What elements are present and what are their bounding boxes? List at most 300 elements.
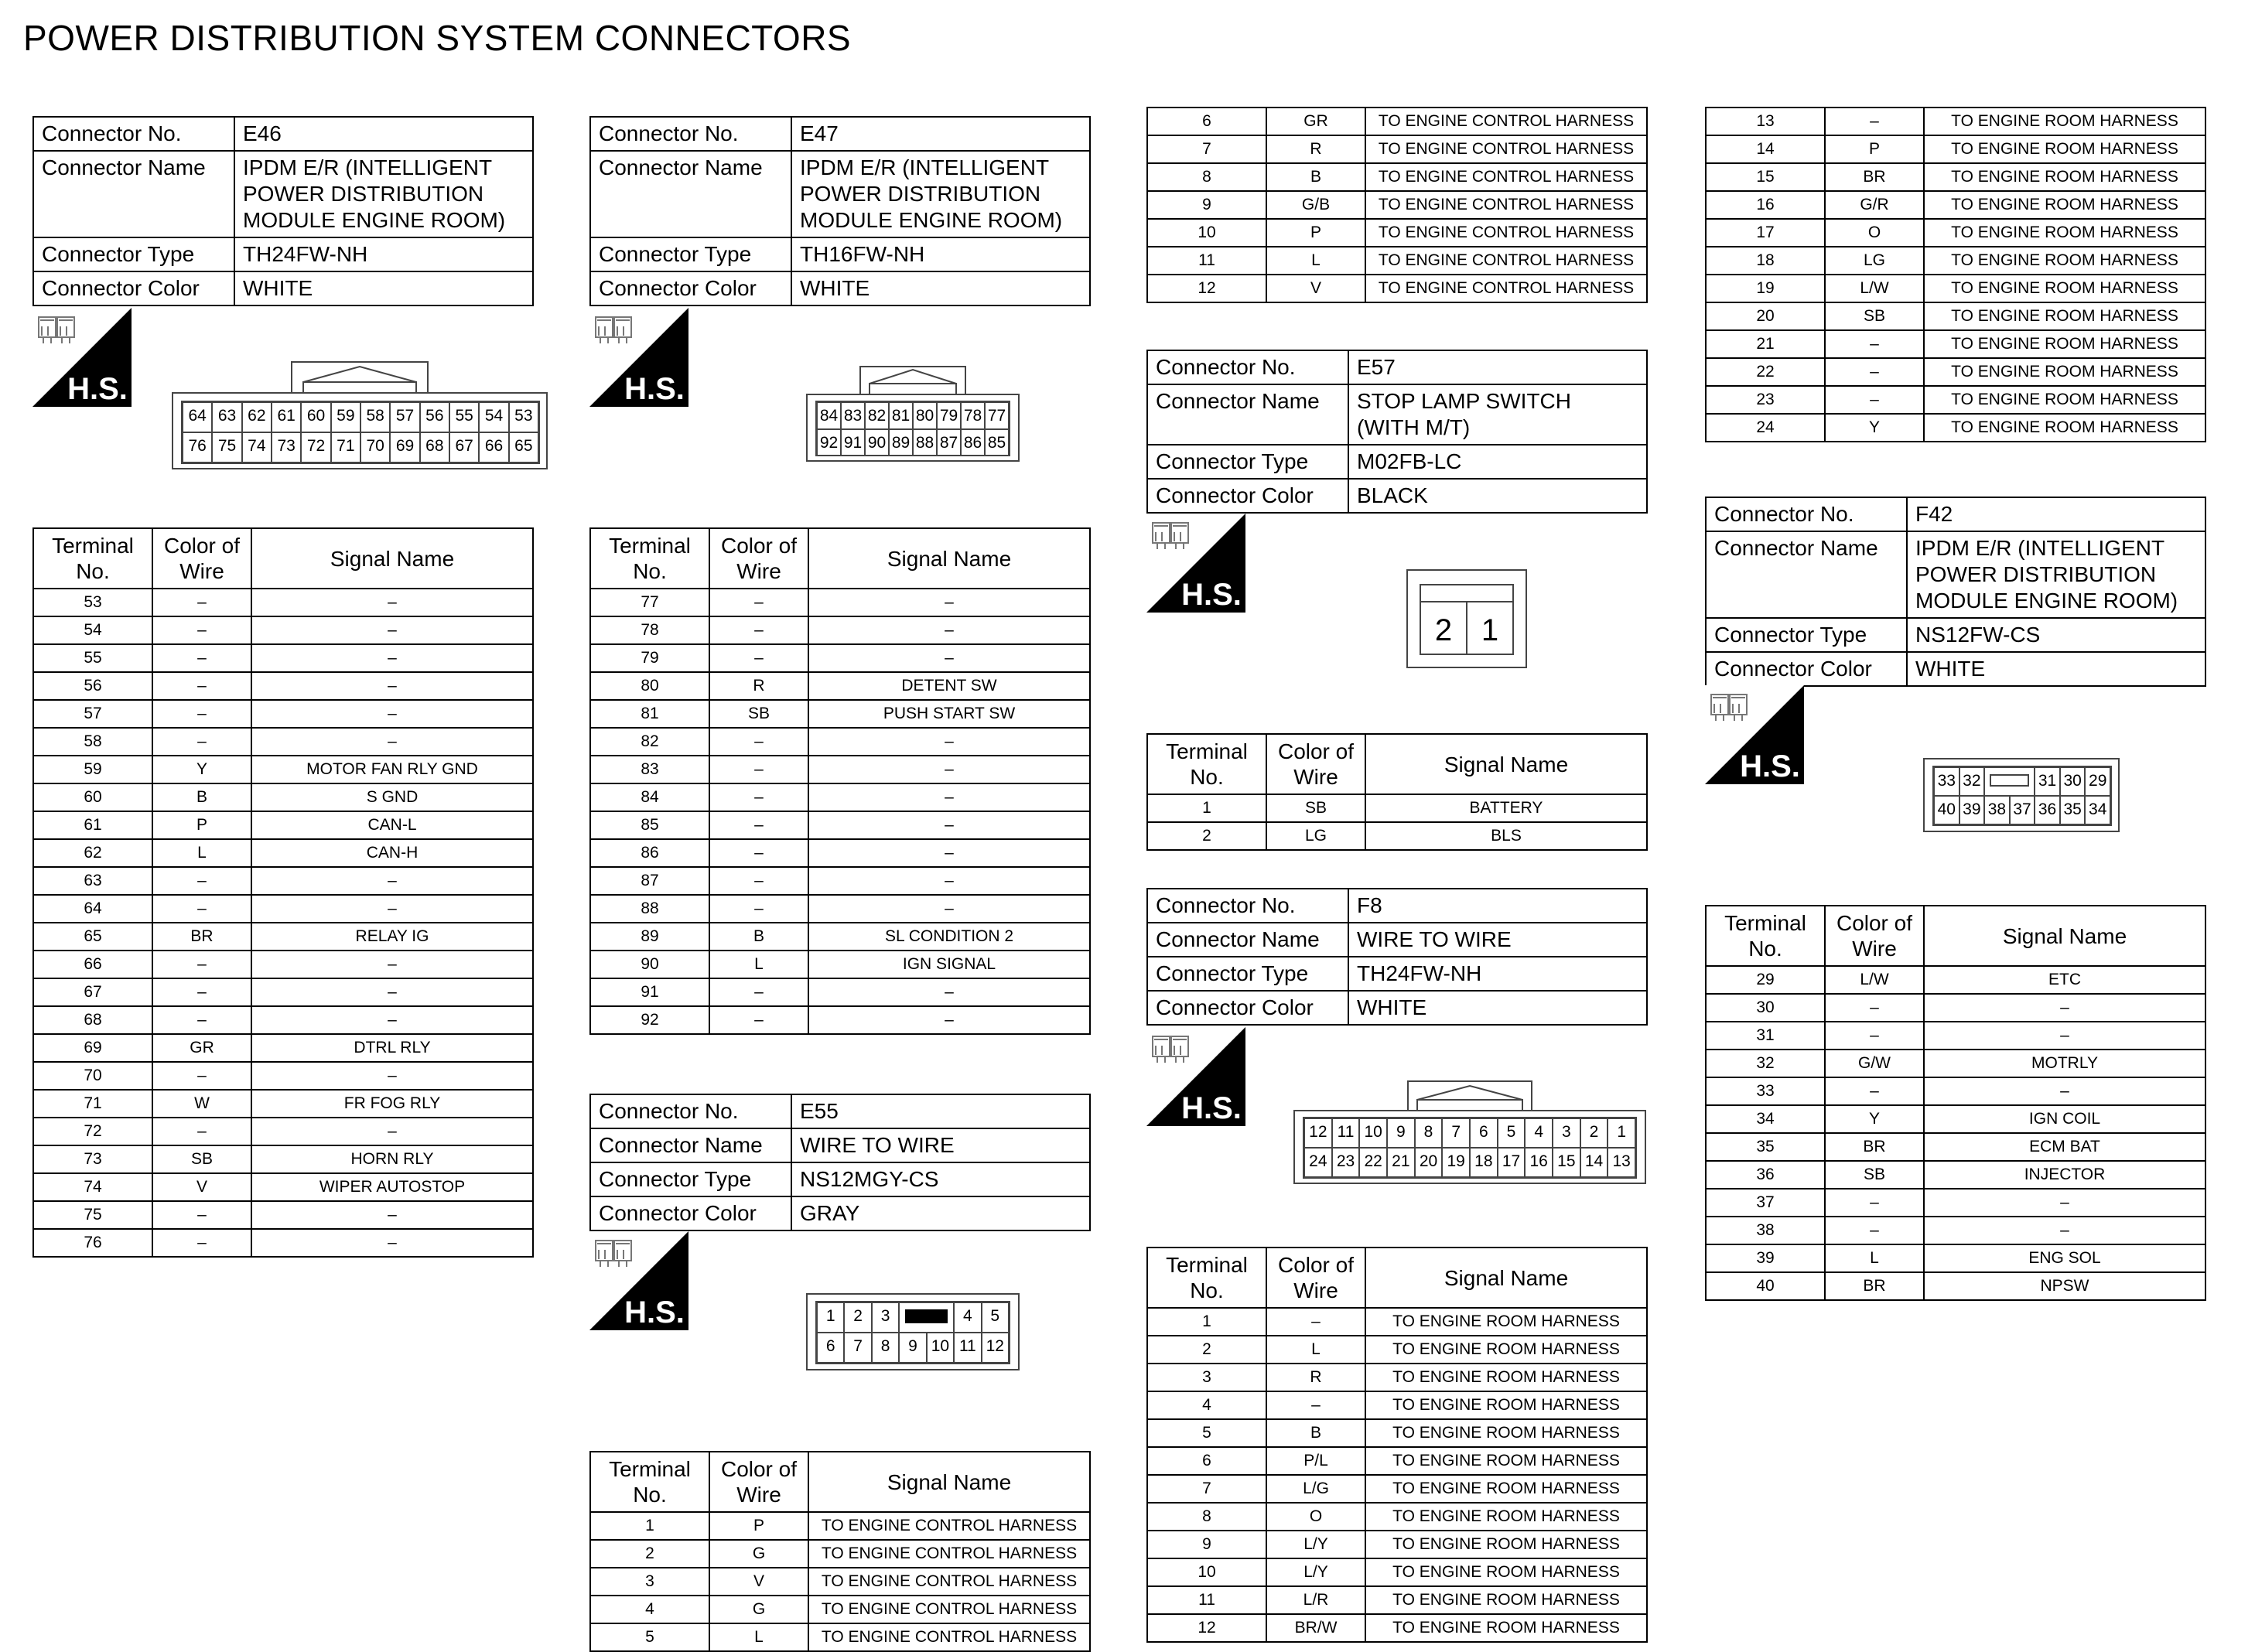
table-row (590, 1540, 1090, 1568)
signal-name-cell: SL CONDITION 2 (808, 923, 1090, 951)
wire-color-cell: P (1266, 219, 1365, 247)
terminal-no-cell: 5 (590, 1623, 709, 1651)
terminal-no-cell: 59 (33, 756, 152, 783)
pin-label: 9 (899, 1333, 926, 1363)
wire-color-cell: – (152, 867, 251, 895)
connector-name-label: Connector Name (590, 1128, 791, 1162)
table-row (590, 672, 1090, 700)
wire-color-cell: – (709, 895, 808, 923)
terminal-no-header: Terminal No. (33, 528, 152, 589)
pin-label: 74 (242, 432, 272, 462)
signal-name-cell: ECM BAT (1924, 1133, 2205, 1161)
pin-label: 53 (509, 402, 538, 432)
connector-e55-continued (1146, 107, 1648, 303)
hs-label: H.S. (1181, 578, 1242, 612)
pin-label: 1 (1608, 1118, 1635, 1148)
connector-type-label: Connector Type (1706, 618, 1907, 652)
harness-side-icon (1705, 685, 1804, 784)
connector-e57 (1146, 350, 1648, 514)
pin-label: 1 (817, 1302, 844, 1333)
terminal-no-cell: 14 (1706, 135, 1825, 163)
harness-side-icon (32, 308, 132, 407)
pin-label: 22 (1359, 1148, 1387, 1177)
terminal-no-cell: 20 (1706, 302, 1825, 330)
pin-label: 83 (841, 402, 865, 429)
hs-label: H.S. (1181, 1091, 1242, 1125)
connector-no-value: E47 (791, 117, 1090, 151)
signal-name-cell: TO ENGINE ROOM HARNESS (1924, 191, 2205, 219)
wire-color-header: Color of Wire (1266, 734, 1365, 794)
terminal-no-cell: 92 (590, 1006, 709, 1034)
terminal-no-cell: 72 (33, 1118, 152, 1145)
table-row (1706, 302, 2205, 330)
terminal-no-cell: 1 (1147, 794, 1266, 822)
terminal-table (1146, 107, 1648, 303)
wire-color-cell: L (152, 839, 251, 867)
pin-label: 18 (1470, 1148, 1498, 1177)
connector-info-table (1146, 888, 1648, 1026)
table-row (33, 1201, 533, 1229)
terminal-no-cell: 90 (590, 951, 709, 978)
table-row (1706, 275, 2205, 302)
signal-name-cell: DTRL RLY (251, 1034, 533, 1062)
wire-color-cell: – (1825, 1022, 1924, 1050)
wire-color-cell: BR (1825, 1133, 1924, 1161)
wire-color-cell: B (709, 923, 808, 951)
pin-label: 11 (1332, 1118, 1360, 1148)
terminal-no-cell: 3 (1147, 1364, 1266, 1391)
table-row (1706, 414, 2205, 442)
signal-name-header: Signal Name (808, 1452, 1090, 1512)
connector-no-value: F8 (1348, 889, 1647, 923)
terminal-no-cell: 4 (590, 1596, 709, 1623)
pin-label: 32 (1959, 767, 1985, 796)
table-row (1147, 135, 1647, 163)
pin-label: 6 (1470, 1118, 1498, 1148)
signal-name-cell: TO ENGINE CONTROL HARNESS (808, 1596, 1090, 1623)
pin-label: 37 (2010, 796, 2035, 824)
pin-label: 12 (982, 1333, 1009, 1363)
terminal-table (32, 527, 534, 1258)
terminal-no-cell: 80 (590, 672, 709, 700)
terminal-no-cell: 11 (1147, 247, 1266, 275)
pin-label: 65 (509, 432, 538, 462)
signal-name-cell: – (1924, 1022, 2205, 1050)
terminal-no-cell: 71 (33, 1090, 152, 1118)
terminal-no-cell: 40 (1706, 1272, 1825, 1300)
table-row (33, 978, 533, 1006)
pin-label: 70 (360, 432, 390, 462)
terminal-no-cell: 19 (1706, 275, 1825, 302)
signal-name-cell: – (808, 589, 1090, 616)
signal-name-cell: TO ENGINE CONTROL HARNESS (1365, 163, 1647, 191)
connector-color-value: WHITE (234, 271, 533, 305)
table-row (590, 1006, 1090, 1034)
pin-label: 68 (420, 432, 449, 462)
terminal-table-f42 (1705, 905, 2206, 1301)
pin-label: 76 (183, 432, 212, 462)
terminal-no-cell: 7 (1147, 1475, 1266, 1503)
wire-color-cell: SB (152, 1145, 251, 1173)
table-row (1706, 135, 2205, 163)
wire-color-header: Color of Wire (709, 528, 808, 589)
wire-color-cell: L (1266, 1336, 1365, 1364)
pin-label: 1 (1481, 613, 1499, 647)
table-row (1147, 1308, 1647, 1336)
wire-color-cell: – (1825, 358, 1924, 386)
terminal-no-cell: 53 (33, 589, 152, 616)
table-row (33, 589, 533, 616)
signal-name-cell: HORN RLY (251, 1145, 533, 1173)
signal-name-cell: TO ENGINE CONTROL HARNESS (808, 1568, 1090, 1596)
terminal-no-cell: 30 (1706, 994, 1825, 1022)
hs-badge-graphic (1146, 514, 1245, 613)
connector-color-label: Connector Color (1147, 991, 1348, 1025)
connector-face-e46 (172, 360, 548, 470)
terminal-no-header: Terminal No. (1147, 1248, 1266, 1308)
pin-label: 79 (937, 402, 961, 429)
wire-color-cell: L/G (1266, 1475, 1365, 1503)
wire-color-cell: L (1266, 247, 1365, 275)
table-row (33, 644, 533, 672)
wire-color-cell: – (1825, 330, 1924, 358)
keyway-slot (1984, 767, 2035, 796)
table-row (590, 700, 1090, 728)
table-row (1147, 108, 1647, 135)
table-row (33, 756, 533, 783)
connector-info-table (1705, 497, 2206, 687)
signal-name-cell: – (251, 672, 533, 700)
table-row (1706, 163, 2205, 191)
table-row (590, 923, 1090, 951)
table-row (1706, 1189, 2205, 1217)
signal-name-cell: FR FOG RLY (251, 1090, 533, 1118)
signal-name-cell: TO ENGINE ROOM HARNESS (1924, 358, 2205, 386)
table-row (1706, 358, 2205, 386)
pin-label: 7 (844, 1333, 871, 1363)
signal-name-cell: TO ENGINE ROOM HARNESS (1365, 1419, 1647, 1447)
table-row (1706, 1050, 2205, 1077)
terminal-no-cell: 66 (33, 951, 152, 978)
pin-label: 33 (1934, 767, 1959, 796)
pin-label: 73 (272, 432, 301, 462)
wire-color-cell: SB (709, 700, 808, 728)
connector-f8 (1146, 888, 1648, 1026)
connector-color-value: GRAY (791, 1196, 1090, 1230)
terminal-no-header: Terminal No. (590, 528, 709, 589)
table-row (1706, 1217, 2205, 1244)
table-row (33, 1173, 533, 1201)
signal-name-cell: – (251, 1006, 533, 1034)
connector-no-label: Connector No. (1147, 889, 1348, 923)
signal-name-cell: – (808, 783, 1090, 811)
wire-color-cell: SB (1825, 302, 1924, 330)
terminal-no-cell: 65 (33, 923, 152, 951)
wire-color-cell: P (152, 811, 251, 839)
wire-color-cell: G/W (1825, 1050, 1924, 1077)
signal-name-cell: – (251, 1118, 533, 1145)
terminal-no-cell: 73 (33, 1145, 152, 1173)
signal-name-cell: – (808, 1006, 1090, 1034)
table-row (1147, 1419, 1647, 1447)
terminal-no-cell: 81 (590, 700, 709, 728)
pin-label: 29 (2085, 767, 2110, 796)
hs-label: H.S. (67, 372, 128, 406)
pin-label: 88 (913, 429, 937, 456)
table-row (1147, 1558, 1647, 1586)
wire-color-cell: – (1825, 1077, 1924, 1105)
table-row (590, 783, 1090, 811)
terminal-table (1705, 107, 2206, 442)
table-row (590, 1596, 1090, 1623)
terminal-no-cell: 31 (1706, 1022, 1825, 1050)
wire-color-cell: Y (1825, 414, 1924, 442)
signal-name-cell: TO ENGINE ROOM HARNESS (1924, 108, 2205, 135)
table-row (33, 672, 533, 700)
terminal-no-cell: 39 (1706, 1244, 1825, 1272)
terminal-no-cell: 23 (1706, 386, 1825, 414)
wire-color-header: Color of Wire (1825, 906, 1924, 966)
hs-badge-graphic (589, 308, 688, 407)
table-row (590, 644, 1090, 672)
terminal-table-f8 (1146, 1247, 1648, 1643)
wire-color-cell: SB (1266, 794, 1365, 822)
connector-info-table (32, 116, 534, 306)
wire-color-cell: G (709, 1596, 808, 1623)
wire-color-cell: L/W (1825, 966, 1924, 994)
table-row (590, 616, 1090, 644)
wire-color-cell: R (709, 672, 808, 700)
connector-color-value: WHITE (791, 271, 1090, 305)
pin-label: 55 (449, 402, 479, 432)
signal-name-cell: – (1924, 1189, 2205, 1217)
table-row (1147, 1614, 1647, 1642)
connector-type-label: Connector Type (590, 237, 791, 271)
table-row (590, 1512, 1090, 1540)
pin-label: 59 (331, 402, 360, 432)
table-row (590, 756, 1090, 783)
table-row (1706, 191, 2205, 219)
signal-name-cell: – (251, 616, 533, 644)
terminal-no-cell: 3 (590, 1568, 709, 1596)
pin-label: 14 (1580, 1148, 1608, 1177)
signal-name-cell: WIPER AUTOSTOP (251, 1173, 533, 1201)
connector-color-label: Connector Color (590, 271, 791, 305)
wire-color-cell: – (152, 1229, 251, 1257)
terminal-no-cell: 7 (1147, 135, 1266, 163)
terminal-table-e57 (1146, 733, 1648, 851)
terminal-no-cell: 13 (1706, 108, 1825, 135)
pin-label: 2 (1434, 613, 1453, 647)
signal-name-cell: – (1924, 1077, 2205, 1105)
connector-type-label: Connector Type (1147, 445, 1348, 479)
wire-color-cell: Y (152, 756, 251, 783)
signal-name-cell: – (251, 1062, 533, 1090)
pin-label: 4 (1525, 1118, 1553, 1148)
terminal-no-header: Terminal No. (1147, 734, 1266, 794)
table-row (1706, 994, 2205, 1022)
signal-name-cell: TO ENGINE ROOM HARNESS (1365, 1308, 1647, 1336)
table-row (590, 951, 1090, 978)
signal-name-cell: – (251, 951, 533, 978)
pin-label: 91 (841, 429, 865, 456)
signal-name-cell: INJECTOR (1924, 1161, 2205, 1189)
table-row (590, 867, 1090, 895)
wire-color-cell: – (152, 616, 251, 644)
pin-label: 2 (1580, 1118, 1608, 1148)
terminal-no-cell: 5 (1147, 1419, 1266, 1447)
pin-label: 5 (982, 1302, 1009, 1333)
wire-color-cell: GR (1266, 108, 1365, 135)
connector-name-value: IPDM E/R (INTELLIGENT POWER DISTRIBUTION MODULE ENGINE ROOM) (234, 151, 533, 237)
connector-color-label: Connector Color (1706, 652, 1907, 686)
pin-label: 58 (360, 402, 390, 432)
terminal-no-cell: 79 (590, 644, 709, 672)
wire-color-cell: LG (1266, 822, 1365, 850)
terminal-no-cell: 68 (33, 1006, 152, 1034)
signal-name-cell: IGN COIL (1924, 1105, 2205, 1133)
signal-name-cell: RELAY IG (251, 923, 533, 951)
signal-name-cell: TO ENGINE ROOM HARNESS (1924, 302, 2205, 330)
connector-type-label: Connector Type (590, 1162, 791, 1196)
terminal-no-cell: 55 (33, 644, 152, 672)
hs-badge-graphic (32, 308, 132, 407)
wire-color-cell: – (152, 1201, 251, 1229)
pin-label: 6 (817, 1333, 844, 1363)
terminal-table (1705, 905, 2206, 1301)
pin-grid (1303, 1117, 1637, 1179)
signal-name-cell: ENG SOL (1924, 1244, 2205, 1272)
wire-color-cell: – (152, 672, 251, 700)
wire-color-cell: – (709, 589, 808, 616)
connector-name-label: Connector Name (590, 151, 791, 237)
pin-label: 17 (1498, 1148, 1526, 1177)
signal-name-cell: TO ENGINE ROOM HARNESS (1365, 1391, 1647, 1419)
terminal-table-e55 (589, 1451, 1091, 1652)
pin-label: 21 (1387, 1148, 1415, 1177)
terminal-no-cell: 34 (1706, 1105, 1825, 1133)
wire-color-cell: – (152, 1062, 251, 1090)
wire-color-cell: – (152, 951, 251, 978)
signal-name-cell: PUSH START SW (808, 700, 1090, 728)
terminal-no-cell: 75 (33, 1201, 152, 1229)
wire-color-cell: G (709, 1540, 808, 1568)
wire-color-cell: – (709, 811, 808, 839)
wire-color-cell: – (1266, 1391, 1365, 1419)
table-row (33, 951, 533, 978)
connector-type-value: NS12MGY-CS (791, 1162, 1090, 1196)
wire-color-cell: P/L (1266, 1447, 1365, 1475)
pin-label: 23 (1332, 1148, 1360, 1177)
terminal-no-cell: 12 (1147, 1614, 1266, 1642)
pin-label: 40 (1934, 796, 1959, 824)
connector-no-label: Connector No. (1706, 497, 1907, 531)
wire-color-cell: BR (152, 923, 251, 951)
terminal-no-cell: 2 (1147, 1336, 1266, 1364)
connector-type-value: TH24FW-NH (234, 237, 533, 271)
hs-label: H.S. (1740, 749, 1800, 783)
table-row (33, 1145, 533, 1173)
signal-name-cell: – (1924, 994, 2205, 1022)
signal-name-cell: S GND (251, 783, 533, 811)
wire-color-cell: SB (1825, 1161, 1924, 1189)
connector-color-value: WHITE (1348, 991, 1647, 1025)
connector-name-value: IPDM E/R (INTELLIGENT POWER DISTRIBUTION MODULE ENGINE ROOM) (1907, 531, 2205, 618)
table-row (1147, 1364, 1647, 1391)
wire-color-cell: – (152, 589, 251, 616)
wire-color-header: Color of Wire (709, 1452, 808, 1512)
pin-label: 89 (889, 429, 913, 456)
terminal-no-cell: 83 (590, 756, 709, 783)
wire-color-cell: – (152, 700, 251, 728)
pin-label: 20 (1415, 1148, 1443, 1177)
terminal-no-cell: 29 (1706, 966, 1825, 994)
terminal-no-cell: 84 (590, 783, 709, 811)
wire-color-cell: G/R (1825, 191, 1924, 219)
pin-grid (181, 401, 540, 464)
terminal-no-cell: 6 (1147, 108, 1266, 135)
terminal-no-cell: 35 (1706, 1133, 1825, 1161)
connector-no-label: Connector No. (1147, 350, 1348, 384)
pin-label: 80 (913, 402, 937, 429)
keyway-fill (1990, 774, 2029, 787)
terminal-no-cell: 88 (590, 895, 709, 923)
terminal-no-cell: 58 (33, 728, 152, 756)
signal-name-cell: – (251, 700, 533, 728)
pin-label: 10 (927, 1333, 954, 1363)
pin-label: 90 (865, 429, 889, 456)
pin-label: 66 (479, 432, 508, 462)
pin-label: 12 (1304, 1118, 1332, 1148)
terminal-no-cell: 77 (590, 589, 709, 616)
signal-name-cell: ETC (1924, 966, 2205, 994)
wire-color-cell: L/W (1825, 275, 1924, 302)
signal-name-cell: MOTOR FAN RLY GND (251, 756, 533, 783)
table-row (33, 867, 533, 895)
terminal-no-cell: 76 (33, 1229, 152, 1257)
signal-name-cell: – (808, 867, 1090, 895)
connector-e47 (589, 116, 1091, 306)
terminal-no-cell: 36 (1706, 1161, 1825, 1189)
wire-color-cell: G/B (1266, 191, 1365, 219)
wire-color-cell: O (1825, 219, 1924, 247)
signal-name-cell: TO ENGINE ROOM HARNESS (1365, 1447, 1647, 1475)
pin-label: 38 (1984, 796, 2010, 824)
pin-label: 62 (242, 402, 272, 432)
connector-no-value: E57 (1348, 350, 1647, 384)
pin-label: 9 (1387, 1118, 1415, 1148)
connector-e55 (589, 1094, 1091, 1231)
wire-color-cell: – (709, 728, 808, 756)
signal-name-cell: CAN-L (251, 811, 533, 839)
table-row (33, 1062, 533, 1090)
signal-name-cell: – (251, 867, 533, 895)
signal-name-cell: TO ENGINE ROOM HARNESS (1924, 219, 2205, 247)
signal-name-cell: TO ENGINE ROOM HARNESS (1924, 135, 2205, 163)
signal-name-header: Signal Name (808, 528, 1090, 589)
terminal-no-cell: 57 (33, 700, 152, 728)
wire-color-header: Color of Wire (152, 528, 251, 589)
terminal-no-cell: 64 (33, 895, 152, 923)
signal-name-cell: TO ENGINE ROOM HARNESS (1924, 247, 2205, 275)
signal-name-cell: TO ENGINE ROOM HARNESS (1924, 330, 2205, 358)
table-row (33, 728, 533, 756)
signal-name-cell: TO ENGINE ROOM HARNESS (1365, 1336, 1647, 1364)
pin-label: 11 (954, 1333, 981, 1363)
table-row (33, 1090, 533, 1118)
table-row (33, 1006, 533, 1034)
table-row (1706, 219, 2205, 247)
